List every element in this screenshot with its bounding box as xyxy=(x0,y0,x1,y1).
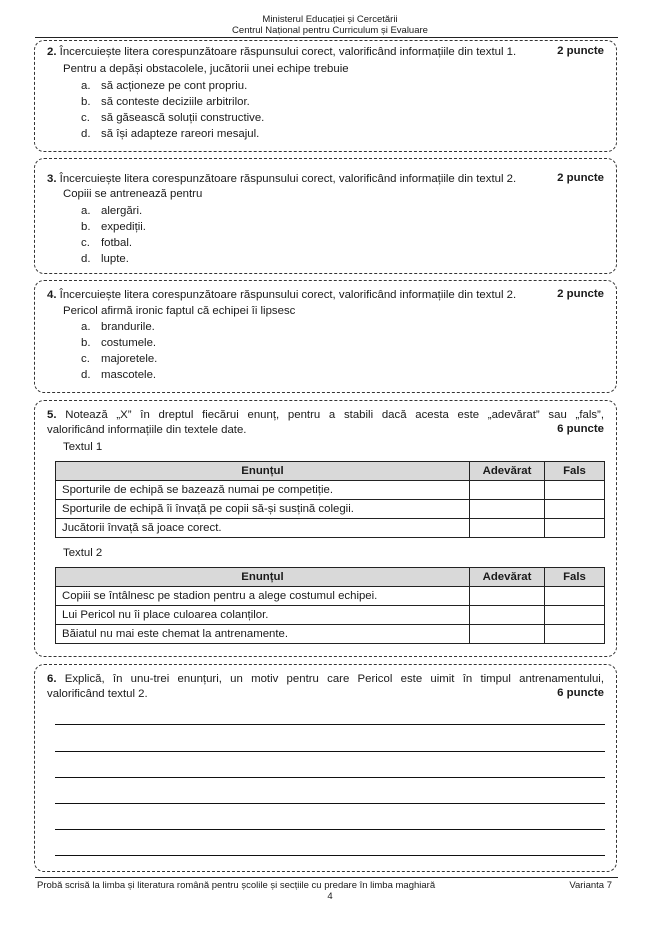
question-5-points: 6 puncte xyxy=(557,423,604,435)
question-5-instruction: 5. Notează „X” în dreptul fiecărui enunț, pentru a stabili dacă acesta este „adevărat” sau „fals”, xyxy=(47,409,604,421)
answer-line-3[interactable] xyxy=(55,777,605,778)
question-6-points: 6 puncte xyxy=(557,687,604,699)
statement-cell: Lui Pericol nu îi place culoarea colanților. xyxy=(56,606,470,625)
column-true: Adevărat xyxy=(470,462,545,481)
option-b[interactable]: b. costumele. xyxy=(81,337,157,349)
false-cell[interactable] xyxy=(545,606,605,625)
footer-divider xyxy=(35,877,618,878)
variant-label: Varianta 7 xyxy=(569,880,612,891)
table-header-row xyxy=(56,568,605,587)
question-4-instruction: 4. Încercuiește litera corespunzătoare răspunsului corect, valorificând informațiile din textul 2. xyxy=(47,289,517,301)
question-3-options xyxy=(81,203,146,267)
answer-line-5[interactable] xyxy=(55,829,605,830)
table-row xyxy=(56,519,605,538)
true-cell[interactable] xyxy=(470,519,545,538)
true-cell[interactable] xyxy=(470,500,545,519)
false-cell[interactable] xyxy=(545,587,605,606)
option-d[interactable]: d. lupte. xyxy=(81,253,129,265)
center-name: Centrul Național pentru Curriculum și Evaluare xyxy=(232,25,428,36)
answer-line-4[interactable] xyxy=(55,803,605,804)
question-2-stem: Pentru a depăși obstacolele, jucătorii unei echipe trebuie xyxy=(63,63,349,75)
page-header xyxy=(0,14,660,36)
true-cell[interactable] xyxy=(470,606,545,625)
column-false: Fals xyxy=(545,568,605,587)
table-row xyxy=(56,481,605,500)
option-a[interactable]: a. să acționeze pe cont propriu. xyxy=(81,80,248,92)
false-cell[interactable] xyxy=(545,625,605,644)
exam-title: Probă scrisă la limba și literatura română pentru școlile și secțiile cu predare în limba maghiară xyxy=(37,880,436,891)
option-a[interactable]: a. alergări. xyxy=(81,205,143,217)
false-cell[interactable] xyxy=(545,481,605,500)
option-c[interactable]: c. fotbal. xyxy=(81,237,133,249)
table-header-row xyxy=(56,462,605,481)
question-2-box xyxy=(34,40,617,152)
question-4-options xyxy=(81,319,157,383)
question-4-points: 2 puncte xyxy=(557,288,604,300)
page-number: 4 xyxy=(327,891,333,902)
column-statement: Enunțul xyxy=(56,568,470,587)
table-row xyxy=(56,625,605,644)
table-row xyxy=(56,587,605,606)
question-6-instruction-cont: valorificând textul 2. xyxy=(47,688,148,700)
statement-cell: Jucătorii învață să joace corect. xyxy=(56,519,470,538)
question-4-stem: Pericol afirmă ironic faptul că echipei îi lipsesc xyxy=(63,305,296,317)
statement-cell: Sporturile de echipă se bazează numai pe competiție. xyxy=(56,481,470,500)
column-statement: Enunțul xyxy=(56,462,470,481)
question-2-points: 2 puncte xyxy=(557,45,604,57)
option-a[interactable]: a. brandurile. xyxy=(81,321,155,333)
column-true: Adevărat xyxy=(470,568,545,587)
answer-line-2[interactable] xyxy=(55,751,605,752)
question-3-points: 2 puncte xyxy=(557,172,604,184)
answer-line-6[interactable] xyxy=(55,855,605,856)
table-row xyxy=(56,500,605,519)
question-6-instruction: 6. Explică, în unu-trei enunțuri, un motiv pentru care Pericol este uimit în timpul antrenamentului, xyxy=(47,673,604,685)
true-cell[interactable] xyxy=(470,481,545,500)
question-6-box xyxy=(34,664,617,872)
statement-cell: Sporturile de echipă îi învață pe copii să-și susțină colegii. xyxy=(56,500,470,519)
answer-line-1[interactable] xyxy=(55,724,605,725)
option-c[interactable]: c. majoretele. xyxy=(81,353,158,365)
ministry-name: Ministerul Educației și Cercetării xyxy=(262,14,398,25)
question-5-box xyxy=(34,400,617,657)
false-cell[interactable] xyxy=(545,519,605,538)
true-cell[interactable] xyxy=(470,625,545,644)
option-c[interactable]: c. să găsească soluții constructive. xyxy=(81,112,265,124)
option-d[interactable]: d. mascotele. xyxy=(81,369,157,381)
true-cell[interactable] xyxy=(470,587,545,606)
question-3-stem: Copiii se antrenează pentru xyxy=(63,188,203,200)
false-cell[interactable] xyxy=(545,500,605,519)
option-b[interactable]: b. expediții. xyxy=(81,221,146,233)
statement-cell: Copiii se întâlnesc pe stadion pentru a alege costumul echipei. xyxy=(56,587,470,606)
question-4-box xyxy=(34,280,617,393)
question-3-box xyxy=(34,158,617,274)
true-false-table-text-1 xyxy=(55,461,605,538)
true-false-table-text-2 xyxy=(55,567,605,644)
header-divider xyxy=(35,37,618,38)
text-1-label: Textul 1 xyxy=(63,441,103,453)
statement-cell: Băiatul nu mai este chemat la antrenamente. xyxy=(56,625,470,644)
table-row xyxy=(56,606,605,625)
column-false: Fals xyxy=(545,462,605,481)
option-d[interactable]: d. să își adapteze rareori mesajul. xyxy=(81,128,260,140)
text-2-label: Textul 2 xyxy=(63,547,103,559)
question-2-instruction: 2. Încercuiește litera corespunzătoare răspunsului corect, valorificând informațiile din textul 1. xyxy=(47,46,517,58)
question-5-instruction-cont: valorificând informațiile din textele date. xyxy=(47,424,247,436)
question-3-instruction: 3. Încercuiește litera corespunzătoare răspunsului corect, valorificând informațiile din textul 2. xyxy=(47,173,517,185)
option-b[interactable]: b. să conteste deciziile arbitrilor. xyxy=(81,96,250,108)
question-2-options xyxy=(81,78,264,142)
